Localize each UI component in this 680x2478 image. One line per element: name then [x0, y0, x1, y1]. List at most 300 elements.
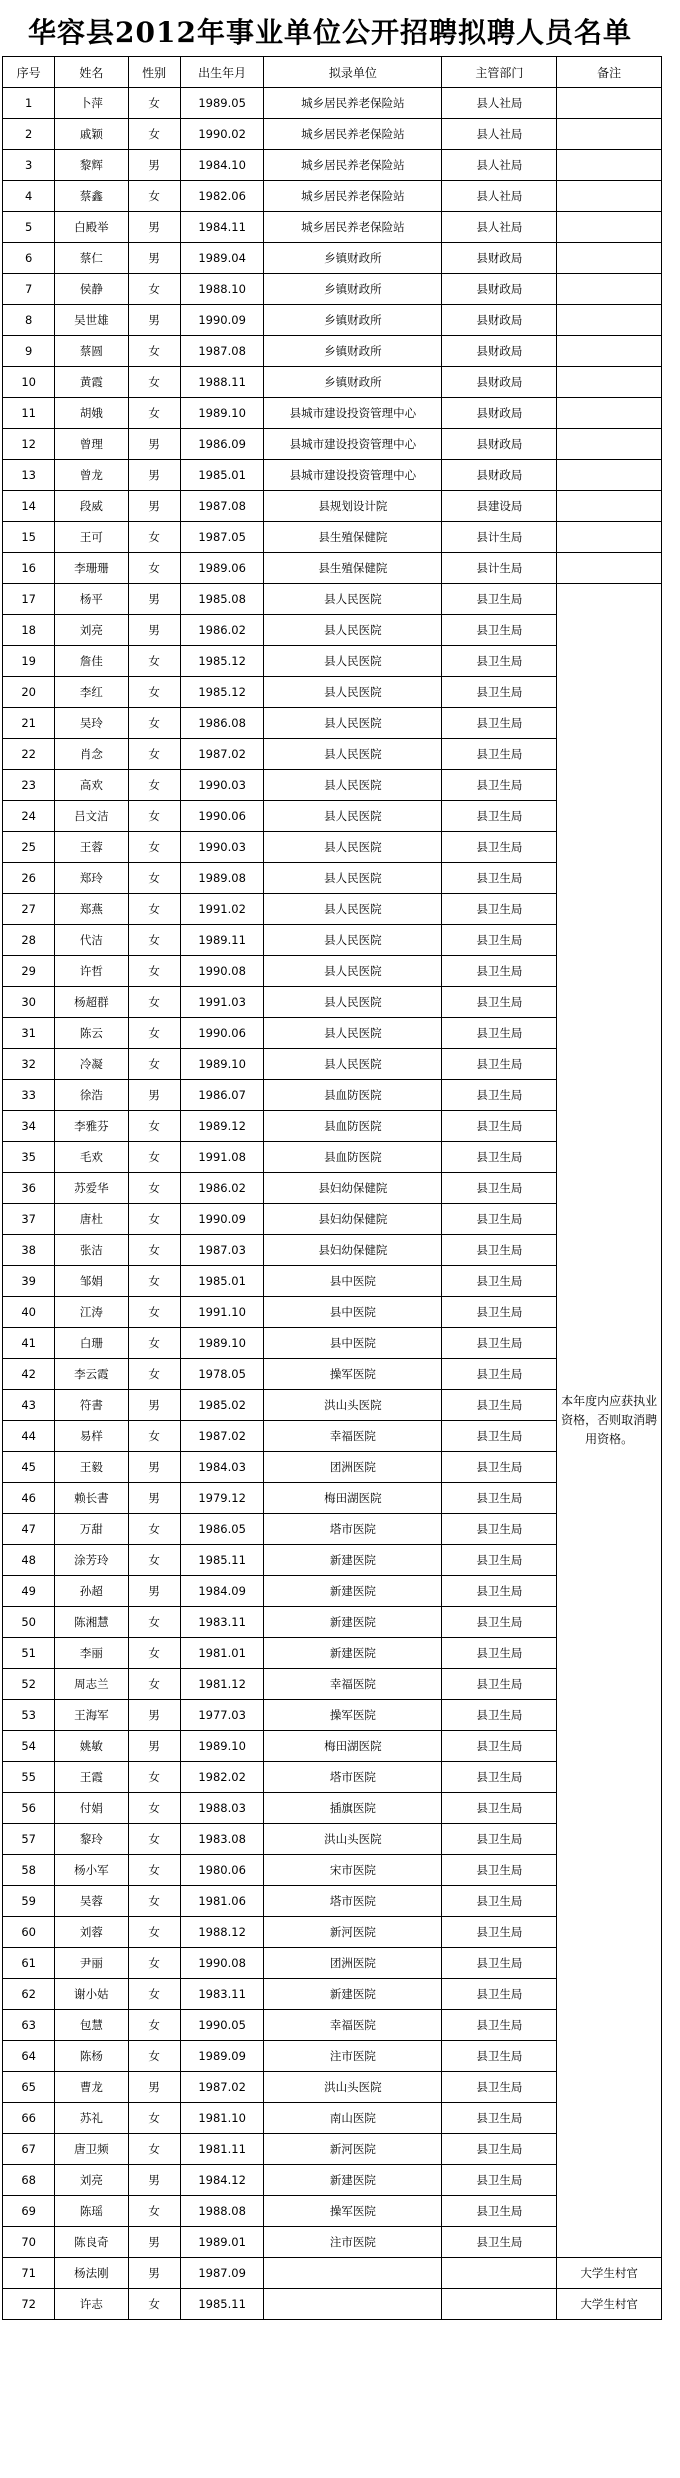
cell-unit — [264, 2258, 442, 2289]
cell-birth: 1989.05 — [180, 88, 264, 119]
cell-index: 8 — [3, 305, 55, 336]
cell-gender: 男 — [128, 1731, 180, 1762]
cell-index: 70 — [3, 2227, 55, 2258]
table-row — [3, 150, 662, 181]
cell-department: 县财政局 — [442, 274, 557, 305]
cell-unit: 城乡居民养老保险站 — [264, 150, 442, 181]
cell-index: 39 — [3, 1266, 55, 1297]
cell-note — [557, 429, 662, 460]
cell-index: 46 — [3, 1483, 55, 1514]
cell-index: 17 — [3, 584, 55, 615]
cell-name: 王可 — [55, 522, 128, 553]
cell-department: 县卫生局 — [442, 1111, 557, 1142]
cell-birth: 1986.02 — [180, 1173, 264, 1204]
cell-index: 58 — [3, 1855, 55, 1886]
cell-department: 县卫生局 — [442, 1731, 557, 1762]
cell-name: 张洁 — [55, 1235, 128, 1266]
cell-index: 16 — [3, 553, 55, 584]
cell-department: 县卫生局 — [442, 2227, 557, 2258]
cell-gender: 女 — [128, 367, 180, 398]
document-title: 华容县2012年事业单位公开招聘拟聘人员名单 — [28, 16, 632, 49]
cell-gender: 女 — [128, 1235, 180, 1266]
cell-index: 56 — [3, 1793, 55, 1824]
cell-name: 詹佳 — [55, 646, 128, 677]
cell-name: 王蓉 — [55, 832, 128, 863]
cell-index: 53 — [3, 1700, 55, 1731]
cell-birth: 1983.11 — [180, 1979, 264, 2010]
cell-department: 县卫生局 — [442, 1452, 557, 1483]
cell-gender: 男 — [128, 2258, 180, 2289]
cell-name: 陈杨 — [55, 2041, 128, 2072]
cell-gender: 女 — [128, 522, 180, 553]
cell-name: 杨小军 — [55, 1855, 128, 1886]
cell-department: 县卫生局 — [442, 1886, 557, 1917]
cell-department: 县人社局 — [442, 88, 557, 119]
cell-unit: 县人民医院 — [264, 770, 442, 801]
cell-department: 县卫生局 — [442, 1979, 557, 2010]
cell-index: 49 — [3, 1576, 55, 1607]
cell-index: 65 — [3, 2072, 55, 2103]
cell-birth: 1987.08 — [180, 491, 264, 522]
cell-gender: 女 — [128, 1204, 180, 1235]
table-row — [3, 336, 662, 367]
cell-note: 大学生村官 — [557, 2258, 662, 2289]
cell-name: 陈瑶 — [55, 2196, 128, 2227]
cell-unit: 县中医院 — [264, 1297, 442, 1328]
cell-name: 吕文洁 — [55, 801, 128, 832]
cell-unit: 梅田湖医院 — [264, 1731, 442, 1762]
table-row — [3, 460, 662, 491]
cell-index: 71 — [3, 2258, 55, 2289]
cell-gender: 男 — [128, 1452, 180, 1483]
cell-unit: 新建医院 — [264, 1607, 442, 1638]
cell-gender: 女 — [128, 1948, 180, 1979]
cell-birth: 1979.12 — [180, 1483, 264, 1514]
cell-name: 江涛 — [55, 1297, 128, 1328]
cell-index: 38 — [3, 1235, 55, 1266]
cell-index: 31 — [3, 1018, 55, 1049]
cell-note — [557, 181, 662, 212]
cell-index: 54 — [3, 1731, 55, 1762]
cell-unit: 县妇幼保健院 — [264, 1235, 442, 1266]
cell-index: 29 — [3, 956, 55, 987]
cell-unit: 插旗医院 — [264, 1793, 442, 1824]
cell-gender: 女 — [128, 801, 180, 832]
cell-unit: 县人民医院 — [264, 894, 442, 925]
cell-birth: 1987.05 — [180, 522, 264, 553]
cell-index: 4 — [3, 181, 55, 212]
cell-name: 曾龙 — [55, 460, 128, 491]
cell-name: 曹龙 — [55, 2072, 128, 2103]
cell-gender: 女 — [128, 956, 180, 987]
cell-birth: 1990.05 — [180, 2010, 264, 2041]
cell-name: 孙超 — [55, 1576, 128, 1607]
cell-unit: 县妇幼保健院 — [264, 1204, 442, 1235]
cell-department: 县卫生局 — [442, 1545, 557, 1576]
cell-department: 县建设局 — [442, 491, 557, 522]
cell-index: 44 — [3, 1421, 55, 1452]
header-index: 序号 — [3, 57, 55, 88]
cell-name: 苏礼 — [55, 2103, 128, 2134]
cell-unit: 县城市建设投资管理中心 — [264, 460, 442, 491]
table-row — [3, 491, 662, 522]
cell-birth: 1989.12 — [180, 1111, 264, 1142]
cell-birth: 1987.02 — [180, 2072, 264, 2103]
cell-department: 县卫生局 — [442, 739, 557, 770]
cell-gender: 男 — [128, 150, 180, 181]
cell-gender: 女 — [128, 708, 180, 739]
cell-unit: 城乡居民养老保险站 — [264, 119, 442, 150]
cell-name: 卜萍 — [55, 88, 128, 119]
cell-gender: 女 — [128, 553, 180, 584]
cell-birth: 1989.06 — [180, 553, 264, 584]
cell-department: 县财政局 — [442, 460, 557, 491]
cell-name: 涂芳玲 — [55, 1545, 128, 1576]
cell-note — [557, 491, 662, 522]
cell-birth: 1989.08 — [180, 863, 264, 894]
cell-name: 许哲 — [55, 956, 128, 987]
cell-department: 县卫生局 — [442, 1080, 557, 1111]
merged-note-cell: 本年度内应获执业资格，否则取消聘用资格。 — [557, 584, 662, 2258]
cell-birth: 1984.11 — [180, 212, 264, 243]
cell-department: 县卫生局 — [442, 1204, 557, 1235]
cell-department: 县卫生局 — [442, 1793, 557, 1824]
cell-department: 县财政局 — [442, 367, 557, 398]
table-row — [3, 119, 662, 150]
cell-index: 45 — [3, 1452, 55, 1483]
cell-index: 11 — [3, 398, 55, 429]
table-body — [3, 88, 662, 2320]
cell-name: 王毅 — [55, 1452, 128, 1483]
cell-birth: 1984.12 — [180, 2165, 264, 2196]
cell-index: 28 — [3, 925, 55, 956]
cell-unit: 县城市建设投资管理中心 — [264, 398, 442, 429]
cell-birth: 1984.10 — [180, 150, 264, 181]
cell-name: 陈湘慧 — [55, 1607, 128, 1638]
cell-unit: 县生殖保健院 — [264, 553, 442, 584]
cell-name: 郑玲 — [55, 863, 128, 894]
cell-gender: 女 — [128, 119, 180, 150]
cell-gender: 女 — [128, 1669, 180, 1700]
cell-unit: 乡镇财政所 — [264, 243, 442, 274]
cell-index: 14 — [3, 491, 55, 522]
cell-department: 县卫生局 — [442, 1762, 557, 1793]
cell-unit: 县人民医院 — [264, 956, 442, 987]
cell-birth: 1988.12 — [180, 1917, 264, 1948]
cell-department: 县卫生局 — [442, 1855, 557, 1886]
cell-birth: 1991.02 — [180, 894, 264, 925]
cell-department: 县人社局 — [442, 119, 557, 150]
cell-gender: 女 — [128, 1111, 180, 1142]
cell-index: 40 — [3, 1297, 55, 1328]
cell-gender: 男 — [128, 243, 180, 274]
cell-department: 县卫生局 — [442, 1390, 557, 1421]
cell-birth: 1990.08 — [180, 956, 264, 987]
cell-department: 县卫生局 — [442, 770, 557, 801]
cell-index: 10 — [3, 367, 55, 398]
table-row — [3, 522, 662, 553]
cell-birth: 1984.09 — [180, 1576, 264, 1607]
cell-name: 李丽 — [55, 1638, 128, 1669]
cell-unit: 县人民医院 — [264, 615, 442, 646]
cell-unit: 新建医院 — [264, 1576, 442, 1607]
cell-name: 吴玲 — [55, 708, 128, 739]
cell-birth: 1991.10 — [180, 1297, 264, 1328]
header-name: 姓名 — [55, 57, 128, 88]
cell-gender: 女 — [128, 398, 180, 429]
cell-index: 51 — [3, 1638, 55, 1669]
cell-unit: 南山医院 — [264, 2103, 442, 2134]
cell-gender: 男 — [128, 1483, 180, 1514]
cell-department: 县计生局 — [442, 522, 557, 553]
cell-department: 县财政局 — [442, 429, 557, 460]
cell-name: 刘亮 — [55, 2165, 128, 2196]
cell-department: 县卫生局 — [442, 2134, 557, 2165]
cell-index: 34 — [3, 1111, 55, 1142]
cell-department: 县卫生局 — [442, 1824, 557, 1855]
cell-name: 冷凝 — [55, 1049, 128, 1080]
cell-department: 县卫生局 — [442, 1359, 557, 1390]
cell-index: 20 — [3, 677, 55, 708]
cell-birth: 1986.08 — [180, 708, 264, 739]
cell-birth: 1988.08 — [180, 2196, 264, 2227]
cell-department: 县卫生局 — [442, 956, 557, 987]
cell-gender: 女 — [128, 863, 180, 894]
cell-index: 21 — [3, 708, 55, 739]
cell-unit: 新建医院 — [264, 1545, 442, 1576]
header-note: 备注 — [557, 57, 662, 88]
cell-note — [557, 367, 662, 398]
cell-index: 47 — [3, 1514, 55, 1545]
table-row — [3, 305, 662, 336]
cell-unit: 城乡居民养老保险站 — [264, 88, 442, 119]
cell-unit: 幸福医院 — [264, 1421, 442, 1452]
cell-note — [557, 274, 662, 305]
cell-gender: 女 — [128, 1638, 180, 1669]
cell-index: 9 — [3, 336, 55, 367]
cell-unit: 县人民医院 — [264, 832, 442, 863]
cell-name: 符書 — [55, 1390, 128, 1421]
cell-index: 25 — [3, 832, 55, 863]
cell-birth: 1981.01 — [180, 1638, 264, 1669]
cell-note — [557, 88, 662, 119]
cell-name: 吴世雄 — [55, 305, 128, 336]
cell-index: 63 — [3, 2010, 55, 2041]
cell-index: 69 — [3, 2196, 55, 2227]
cell-index: 33 — [3, 1080, 55, 1111]
cell-department: 县卫生局 — [442, 1049, 557, 1080]
table-row — [3, 243, 662, 274]
cell-birth: 1985.11 — [180, 1545, 264, 1576]
cell-name: 白珊 — [55, 1328, 128, 1359]
cell-note — [557, 243, 662, 274]
cell-unit: 县人民医院 — [264, 863, 442, 894]
cell-birth: 1990.03 — [180, 770, 264, 801]
cell-name: 毛欢 — [55, 1142, 128, 1173]
cell-gender: 女 — [128, 274, 180, 305]
cell-birth: 1990.03 — [180, 832, 264, 863]
cell-name: 黎玲 — [55, 1824, 128, 1855]
cell-birth: 1980.06 — [180, 1855, 264, 1886]
cell-name: 蔡仁 — [55, 243, 128, 274]
cell-birth: 1986.02 — [180, 615, 264, 646]
cell-index: 35 — [3, 1142, 55, 1173]
cell-name: 陈云 — [55, 1018, 128, 1049]
cell-department: 县卫生局 — [442, 708, 557, 739]
cell-gender: 男 — [128, 2227, 180, 2258]
cell-index: 26 — [3, 863, 55, 894]
cell-birth: 1990.06 — [180, 1018, 264, 1049]
cell-department: 县卫生局 — [442, 1142, 557, 1173]
cell-unit: 县人民医院 — [264, 739, 442, 770]
cell-note — [557, 150, 662, 181]
cell-gender: 女 — [128, 2010, 180, 2041]
cell-index: 18 — [3, 615, 55, 646]
cell-gender: 女 — [128, 739, 180, 770]
cell-gender: 女 — [128, 832, 180, 863]
cell-name: 刘蓉 — [55, 1917, 128, 1948]
cell-note — [557, 212, 662, 243]
cell-name: 李红 — [55, 677, 128, 708]
cell-department: 县卫生局 — [442, 1607, 557, 1638]
cell-name: 杨平 — [55, 584, 128, 615]
cell-birth: 1982.06 — [180, 181, 264, 212]
cell-birth: 1990.09 — [180, 305, 264, 336]
cell-department: 县卫生局 — [442, 1948, 557, 1979]
cell-birth: 1985.08 — [180, 584, 264, 615]
cell-gender: 女 — [128, 770, 180, 801]
cell-name: 郑燕 — [55, 894, 128, 925]
cell-birth: 1985.01 — [180, 460, 264, 491]
cell-unit: 操军医院 — [264, 2196, 442, 2227]
cell-unit: 团洲医院 — [264, 1948, 442, 1979]
cell-name: 李珊珊 — [55, 553, 128, 584]
cell-unit: 县血防医院 — [264, 1080, 442, 1111]
cell-department: 县卫生局 — [442, 1328, 557, 1359]
table-row — [3, 212, 662, 243]
cell-birth: 1989.11 — [180, 925, 264, 956]
cell-department: 县卫生局 — [442, 987, 557, 1018]
cell-unit: 幸福医院 — [264, 2010, 442, 2041]
cell-unit: 县人民医院 — [264, 646, 442, 677]
cell-department: 县卫生局 — [442, 1297, 557, 1328]
table-header-row — [3, 57, 662, 88]
cell-unit: 县人民医院 — [264, 677, 442, 708]
cell-birth: 1977.03 — [180, 1700, 264, 1731]
cell-unit: 操军医院 — [264, 1359, 442, 1390]
cell-gender: 女 — [128, 677, 180, 708]
table-row — [3, 2258, 662, 2289]
cell-index: 42 — [3, 1359, 55, 1390]
cell-index: 52 — [3, 1669, 55, 1700]
cell-gender: 男 — [128, 2165, 180, 2196]
personnel-table — [2, 56, 662, 2320]
cell-gender: 男 — [128, 1080, 180, 1111]
cell-birth: 1989.10 — [180, 1049, 264, 1080]
cell-birth: 1984.03 — [180, 1452, 264, 1483]
cell-name: 黎辉 — [55, 150, 128, 181]
cell-department: 县卫生局 — [442, 1700, 557, 1731]
cell-gender: 女 — [128, 1328, 180, 1359]
cell-gender: 女 — [128, 2196, 180, 2227]
cell-index: 62 — [3, 1979, 55, 2010]
cell-gender: 女 — [128, 1297, 180, 1328]
header-birth: 出生年月 — [180, 57, 264, 88]
cell-birth: 1981.06 — [180, 1886, 264, 1917]
cell-gender: 男 — [128, 305, 180, 336]
cell-name: 尹丽 — [55, 1948, 128, 1979]
cell-department: 县卫生局 — [442, 1018, 557, 1049]
cell-department: 县人社局 — [442, 212, 557, 243]
cell-unit: 县妇幼保健院 — [264, 1173, 442, 1204]
cell-unit: 团洲医院 — [264, 1452, 442, 1483]
cell-note — [557, 305, 662, 336]
cell-department: 县财政局 — [442, 336, 557, 367]
cell-birth: 1990.09 — [180, 1204, 264, 1235]
table-row — [3, 429, 662, 460]
cell-gender: 女 — [128, 1793, 180, 1824]
cell-name: 王霞 — [55, 1762, 128, 1793]
cell-index: 66 — [3, 2103, 55, 2134]
cell-department: 县财政局 — [442, 398, 557, 429]
cell-unit: 县中医院 — [264, 1266, 442, 1297]
cell-name: 高欢 — [55, 770, 128, 801]
cell-birth: 1978.05 — [180, 1359, 264, 1390]
cell-unit: 塔市医院 — [264, 1514, 442, 1545]
cell-note — [557, 522, 662, 553]
cell-gender: 女 — [128, 2289, 180, 2320]
cell-birth: 1986.07 — [180, 1080, 264, 1111]
cell-department: 县卫生局 — [442, 1669, 557, 1700]
cell-department: 县卫生局 — [442, 1917, 557, 1948]
table-row — [3, 584, 662, 615]
cell-name: 代洁 — [55, 925, 128, 956]
cell-index: 67 — [3, 2134, 55, 2165]
header-department: 主管部门 — [442, 57, 557, 88]
cell-gender: 女 — [128, 1855, 180, 1886]
cell-unit — [264, 2289, 442, 2320]
cell-unit: 县人民医院 — [264, 1049, 442, 1080]
cell-unit: 城乡居民养老保险站 — [264, 212, 442, 243]
cell-department: 县卫生局 — [442, 1576, 557, 1607]
cell-index: 5 — [3, 212, 55, 243]
cell-unit: 乡镇财政所 — [264, 305, 442, 336]
cell-index: 55 — [3, 1762, 55, 1793]
cell-gender: 女 — [128, 1762, 180, 1793]
cell-gender: 男 — [128, 460, 180, 491]
cell-gender: 女 — [128, 2134, 180, 2165]
cell-gender: 女 — [128, 1142, 180, 1173]
cell-department: 县计生局 — [442, 553, 557, 584]
cell-birth: 1988.11 — [180, 367, 264, 398]
cell-gender: 男 — [128, 429, 180, 460]
cell-index: 43 — [3, 1390, 55, 1421]
cell-gender: 女 — [128, 1049, 180, 1080]
cell-department: 县财政局 — [442, 243, 557, 274]
cell-note: 大学生村官 — [557, 2289, 662, 2320]
cell-name: 白殿举 — [55, 212, 128, 243]
table-row — [3, 274, 662, 305]
cell-gender: 女 — [128, 181, 180, 212]
cell-unit: 县人民医院 — [264, 925, 442, 956]
cell-birth: 1981.11 — [180, 2134, 264, 2165]
cell-name: 付娟 — [55, 1793, 128, 1824]
cell-birth: 1985.02 — [180, 1390, 264, 1421]
cell-name: 李云霞 — [55, 1359, 128, 1390]
cell-gender: 女 — [128, 1173, 180, 1204]
cell-unit: 塔市医院 — [264, 1886, 442, 1917]
cell-name: 姚敏 — [55, 1731, 128, 1762]
